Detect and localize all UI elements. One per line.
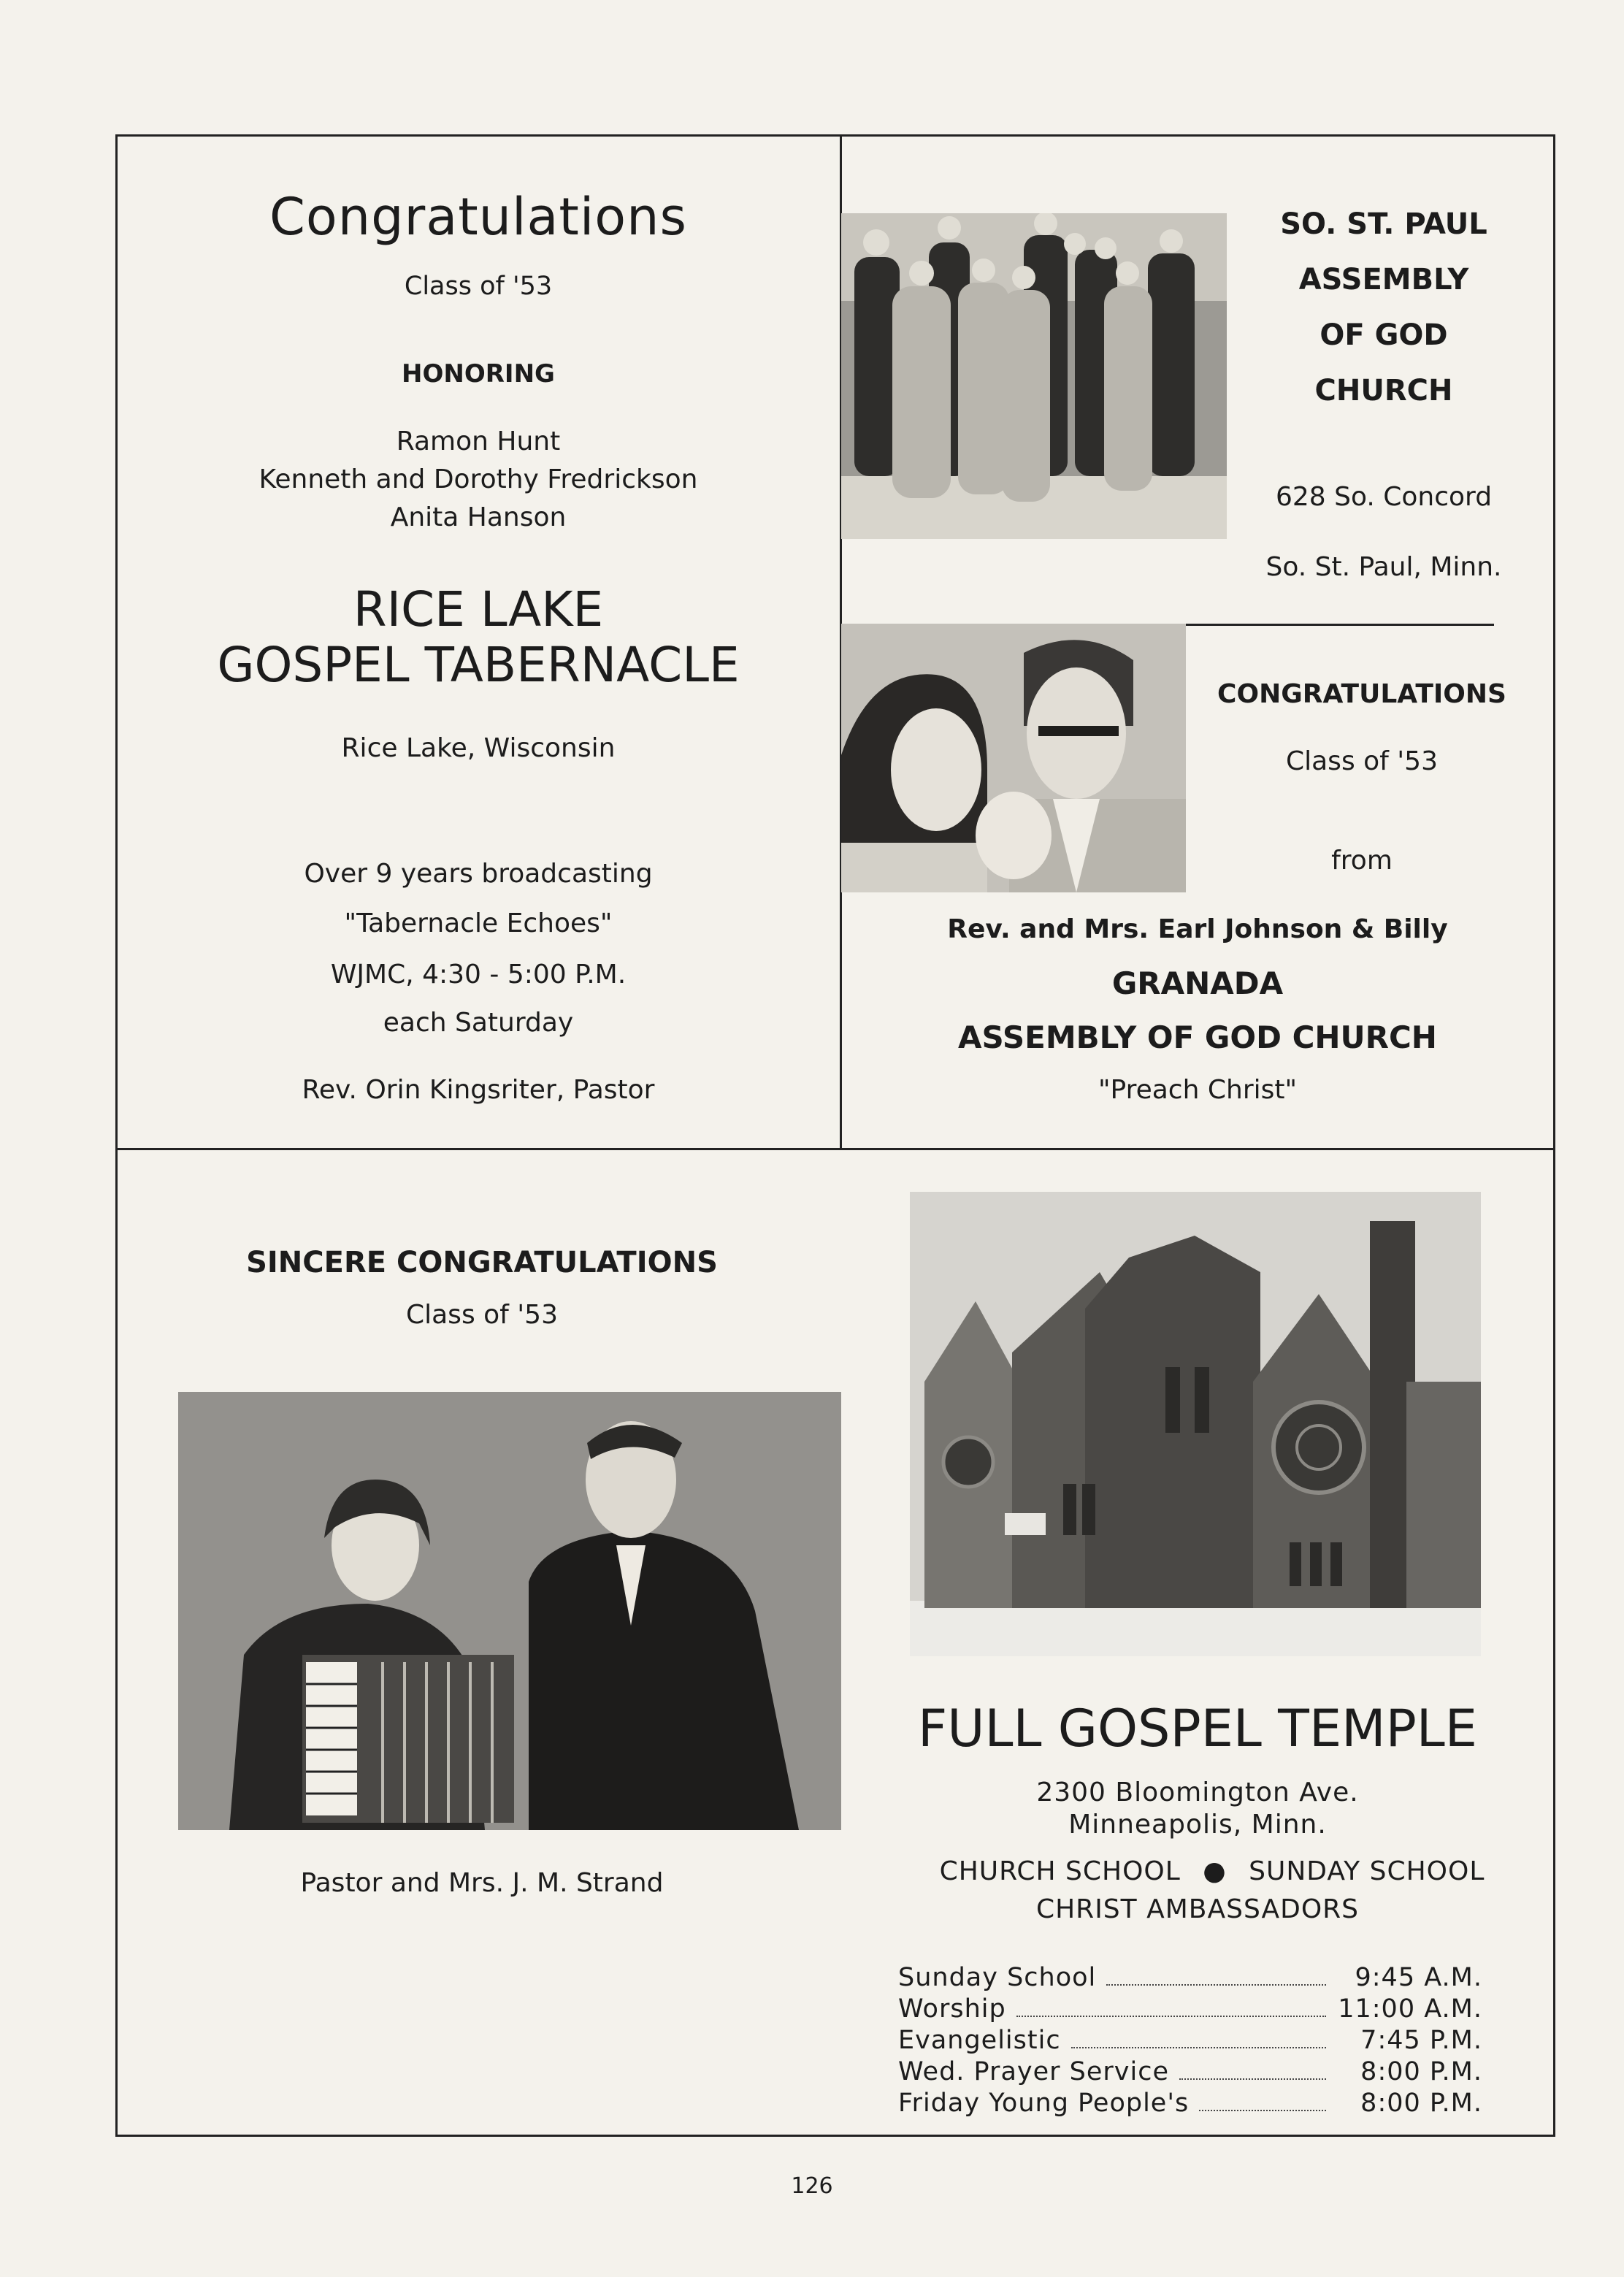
so-st-paul-city: So. St. Paul, Minn.	[1265, 552, 1502, 582]
granada-church-line2: ASSEMBLY OF GOD CHURCH	[958, 1019, 1437, 1055]
full-gospel-address: 2300 Bloomington Ave.	[1036, 1777, 1359, 1807]
schedule-row: Friday Young People's 8:00 P.M.	[898, 2089, 1482, 2118]
honoree-2: Kenneth and Dorothy Fredrickson	[258, 464, 698, 494]
so-st-paul-name-3: OF GOD	[1320, 318, 1448, 352]
so-st-paul-address: 628 So. Concord	[1275, 482, 1493, 512]
rice-lake-class-line: Class of '53	[404, 272, 553, 301]
rice-lake-location: Rice Lake, Wisconsin	[341, 733, 616, 763]
rice-lake-pastor: Rev. Orin Kingsriter, Pastor	[302, 1075, 655, 1105]
congregation-group-photo	[841, 213, 1227, 539]
rice-lake-name-line2: GOSPEL TABERNACLE	[217, 637, 740, 693]
broadcast-line: Over 9 years broadcasting	[304, 859, 653, 889]
granada-church-line1: GRANADA	[1111, 965, 1284, 1001]
full-gospel-temple-name: FULL GOSPEL TEMPLE	[917, 1699, 1478, 1759]
granada-names: Rev. and Mrs. Earl Johnson & Billy	[947, 914, 1448, 944]
johnson-family-portrait	[841, 624, 1186, 892]
page-number: 126	[791, 2173, 833, 2199]
granada-class-line: Class of '53	[1285, 746, 1438, 776]
strand-couple-portrait	[178, 1392, 841, 1830]
granada-from: from	[1331, 846, 1393, 876]
rice-lake-name-line1: RICE LAKE	[353, 581, 604, 638]
program-sunday-school: SUNDAY SCHOOL	[1249, 1856, 1485, 1886]
programs-line-2: CHRIST AMBASSADORS	[1035, 1894, 1360, 1924]
full-gospel-city: Minneapolis, Minn.	[1068, 1810, 1327, 1840]
schedule-row: Wed. Prayer Service 8:00 P.M.	[898, 2057, 1482, 2086]
schedule-row: Evangelistic 7:45 P.M.	[898, 2026, 1482, 2055]
honoree-3: Anita Hanson	[390, 502, 567, 532]
strand-greeting: SINCERE CONGRATULATIONS	[246, 1246, 718, 1279]
honoree-1: Ramon Hunt	[396, 426, 561, 456]
broadcast-program: "Tabernacle Echoes"	[344, 908, 613, 938]
so-st-paul-name-4: CHURCH	[1314, 374, 1453, 407]
bullet-icon: ●	[1203, 1856, 1227, 1886]
so-st-paul-name-1: SO. ST. PAUL	[1280, 207, 1487, 241]
programs-line-1	[847, 1856, 1577, 1886]
broadcast-station: WJMC, 4:30 - 5:00 P.M.	[330, 960, 627, 990]
broadcast-day: each Saturday	[383, 1008, 574, 1038]
horizontal-divider	[115, 1148, 1555, 1150]
granada-greeting: CONGRATULATIONS	[1217, 679, 1506, 709]
rice-lake-greeting: Congratulations	[269, 187, 687, 247]
service-schedule	[898, 1963, 1482, 2120]
so-st-paul-name-2: ASSEMBLY	[1298, 263, 1469, 296]
temple-building-photo	[910, 1192, 1481, 1656]
strand-class-line: Class of '53	[405, 1300, 558, 1330]
schedule-row: Worship 11:00 A.M.	[898, 1994, 1482, 2024]
schedule-row: Sunday School 9:45 A.M.	[898, 1963, 1482, 1992]
honoring-heading: HONORING	[402, 359, 555, 389]
program-church-school: CHURCH SCHOOL	[939, 1856, 1181, 1886]
granada-motto: "Preach Christ"	[1098, 1075, 1298, 1105]
strand-caption: Pastor and Mrs. J. M. Strand	[300, 1868, 664, 1898]
